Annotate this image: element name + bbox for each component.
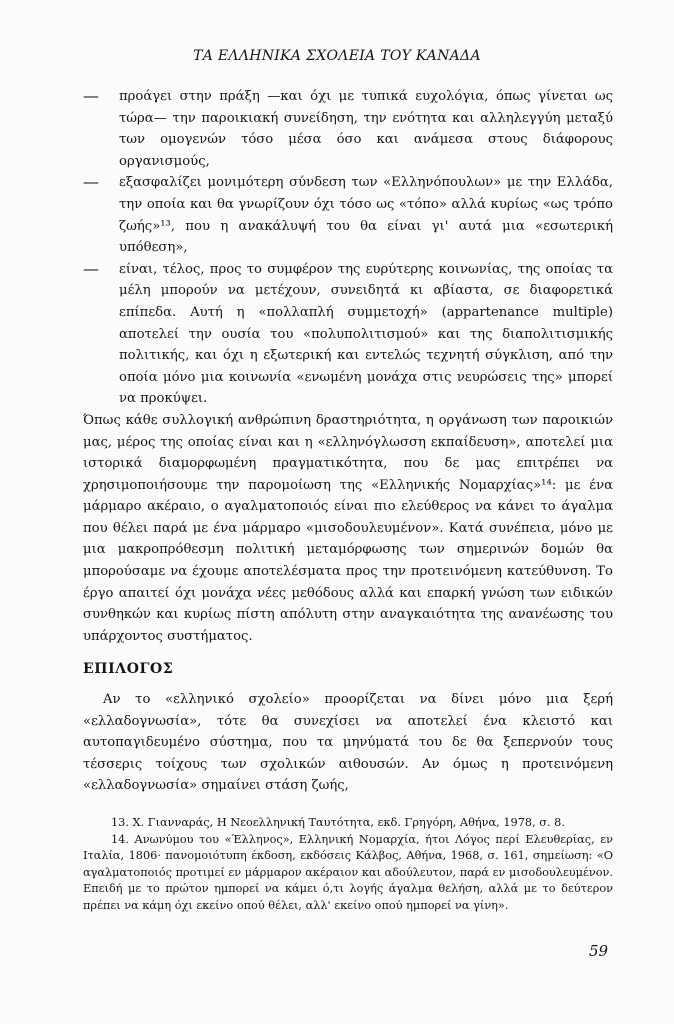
bullet-text: είναι, τέλος, προς το συμφέρον της ευρύτερης κοινωνίας, της οποίας τα μέλη μπορούν να μετέχουν, συνειδητά κι αβίαστα, σε διαφορετικά επίπεδα. Αυτή η «πολλαπλή συμμετοχή» (appartenance multiple) αποτελεί την ουσία του «πολυπολιτισμού» και της διαπολιτισμικής πολιτικής, και όχι η εξωτερική και εντελώς τεχνητή σύγκλιση, από την οποία μόνο μια κοινωνία «ενωμένη μονάχα στις νευρώσεις της» μπορεί να προκύψει. — [119, 261, 613, 407]
closing-paragraph: Όπως κάθε συλλογική ανθρώπινη δραστηριότητα, η οργάνωση των παροικιών μας, μέρος της οποίας είναι και η «ελληνόγλωσση εκπαίδευση», αποτελεί μια ιστορικά διαμορφωμένη πραγματικότητα, που δε μας επιτρέπει να χρησιμοποιήσουμε την παρομοίωση της «Ελληνικής Νομαρχίας»¹⁴: με ένα μάρμαρο ακέραιο, ο αγαλματοποιός είναι πιο ελεύθερος να κάνει το άγαλμα που θέλει παρά με ένα μάρμαρο «μισοδουλευμένον». Κατά συνέπεια, μόνο με μια μακροπρόθεσμη πολιτική μεταμόρφωσης των σημερινών δομών θα μπορούσαμε να έχουμε αποτελέσματα προς την προτεινόμενη κατεύθυνση. Το έργο απαιτεί όχι μονάχα νέες μεθόδους αλλά και επαρκή γνώση των ειδικών συνθηκών και κυρίως πίστη απόλυτη στην αναγκαιότητα της ανανέωσης του υπάρχοντος συστήματος. — [83, 412, 613, 644]
bullet-dash: — — [83, 86, 99, 105]
footnote: 13. Χ. Γιανναράς, Η Νεοελληνική Ταυτότητα, εκδ. Γρηγόρη, Αθήνα, 1978, σ. 8. — [111, 816, 565, 829]
running-head: ΤΑ ΕΛΛΗΝΙΚΑ ΣΧΟΛΕΙΑ ΤΟΥ ΚΑΝΑΔΑ — [193, 48, 481, 64]
bullet-item — [83, 259, 613, 410]
bullet-text: προάγει στην πράξη —και όχι με τυπικά ευχολόγια, όπως γίνεται ως τώρα— την παροικιακή συνείδηση, την ενότητα και αλληλεγγύη μεταξύ των ομογενών τόσο μέσα όσο και ανάμεσα στους διάφορους οργανισμούς, — [119, 89, 613, 169]
footnote: 14. Ανωνύμου του «Έλληνος», Ελληνική Νομαρχία, ήτοι Λόγος περί Ελευθερίας, εν Ιταλία, 1806· πανομοιότυπη έκδοση, εκδόσεις Κάλβος, Αθήνα, 1968, σ. 161, σημείωση: «Ο αγαλματοποιός προτιμεί εν μάρμαρον ακέραιον και αδούλευτον, παρά εν μισοδουλευμένον. Επειδή με το πρώτον ημπορεί να κάμει ό,τι λογής άγαλμα θελήση, αλλά με το δεύτερον πρέπει να κάμη όχι εκείνο οπού θέλει, αλλ' εκείνο οπού ημπορεί να γίνη». — [83, 832, 613, 912]
bullet-item — [83, 86, 613, 172]
epilogue-paragraph: Αν το «ελληνικό σχολείο» προορίζεται να δίνει μόνο μια ξερή «ελλαδογνωσία», τότε θα συνεχίσει να αποτελεί ένα κλειστό και αυτοπαγιδευμένο σύστημα, που τα μηνύματά του δε θα ξεπερνούν τους τέσσερις τοίχους των σχολικών αιθουσών. Αν όμως η προτεινόμενη «ελλαδογνωσία» σημαίνει στάση ζωής, — [83, 692, 613, 794]
bullet-text: εξασφαλίζει μονιμότερη σύνδεση των «Ελληνόπουλων» με την Ελλάδα, την οποία και θα γνωρίζουν όχι τόσο ως «τόπο» αλλά κυρίως «ως τρόπο ζωής»¹³, που η ανακάλυψή του θα είναι γι' αυτά μια «εσωτερική υπόθεση», — [119, 175, 613, 256]
bullet-dash: — — [83, 258, 99, 278]
footnotes — [83, 815, 613, 915]
epilogue-section — [83, 689, 613, 797]
bullet-dash: — — [83, 172, 99, 192]
main-text — [83, 86, 613, 647]
page-number: 59 — [589, 942, 609, 960]
bullet-item — [83, 172, 613, 258]
section-heading: ΕΠΙΛΟΓΟΣ — [83, 661, 174, 677]
